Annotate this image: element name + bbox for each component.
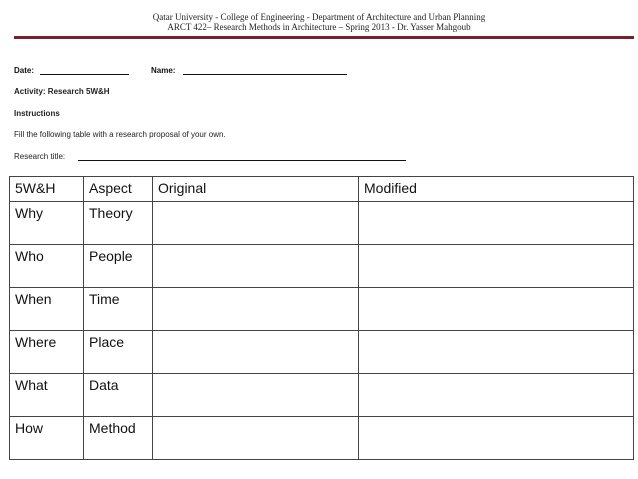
table-row: [10, 288, 634, 331]
row-modified-cell[interactable]: [359, 288, 634, 331]
header-cell-modified: Modified: [359, 177, 634, 202]
row-modified-cell[interactable]: [359, 331, 634, 374]
header-divider: [14, 36, 634, 39]
row-5wh-cell: What: [10, 374, 84, 417]
row-modified-cell[interactable]: [359, 417, 634, 460]
header-cell-5wh: 5W&H: [10, 177, 84, 202]
name-blank[interactable]: [183, 74, 347, 75]
row-aspect-cell: People: [84, 245, 153, 288]
row-modified-cell[interactable]: [359, 374, 634, 417]
table-row: [10, 331, 634, 374]
row-modified-cell[interactable]: [359, 202, 634, 245]
header-cell-aspect: Aspect: [84, 177, 153, 202]
row-aspect-cell: Theory: [84, 202, 153, 245]
activity-heading: Activity: Research 5W&H: [14, 87, 110, 96]
row-5wh-cell: Where: [10, 331, 84, 374]
row-5wh-cell: Who: [10, 245, 84, 288]
research-5wh-table: [9, 176, 634, 460]
date-label: Date:: [14, 66, 35, 75]
row-aspect-cell: Time: [84, 288, 153, 331]
table-row: [10, 245, 634, 288]
row-5wh-cell: How: [10, 417, 84, 460]
table-row: [10, 374, 634, 417]
row-original-cell[interactable]: [153, 202, 359, 245]
table-row: [10, 202, 634, 245]
row-aspect-cell: Place: [84, 331, 153, 374]
row-5wh-cell: When: [10, 288, 84, 331]
name-label: Name:: [151, 66, 176, 75]
table-header-row: [10, 177, 634, 202]
row-aspect-cell: Method: [84, 417, 153, 460]
row-aspect-cell: Data: [84, 374, 153, 417]
header-cell-original: Original: [153, 177, 359, 202]
table-row: [10, 417, 634, 460]
instructions-text: Fill the following table with a research proposal of your own.: [14, 130, 226, 139]
row-original-cell[interactable]: [153, 331, 359, 374]
row-original-cell[interactable]: [153, 288, 359, 331]
row-original-cell[interactable]: [153, 245, 359, 288]
date-blank[interactable]: [40, 74, 129, 75]
header-line-2: ARCT 422– Research Methods in Architecture – Spring 2013 - Dr. Yasser Mahgoub: [167, 22, 471, 32]
row-5wh-cell: Why: [10, 202, 84, 245]
header-line-1: Qatar University - College of Engineering - Department of Architecture and Urban Planning: [152, 12, 486, 22]
row-original-cell[interactable]: [153, 374, 359, 417]
research-title-label: Research title:: [14, 152, 66, 161]
document-header: [0, 12, 638, 32]
row-modified-cell[interactable]: [359, 245, 634, 288]
research-title-blank[interactable]: [78, 160, 406, 161]
instructions-heading: Instructions: [14, 109, 60, 118]
row-original-cell[interactable]: [153, 417, 359, 460]
